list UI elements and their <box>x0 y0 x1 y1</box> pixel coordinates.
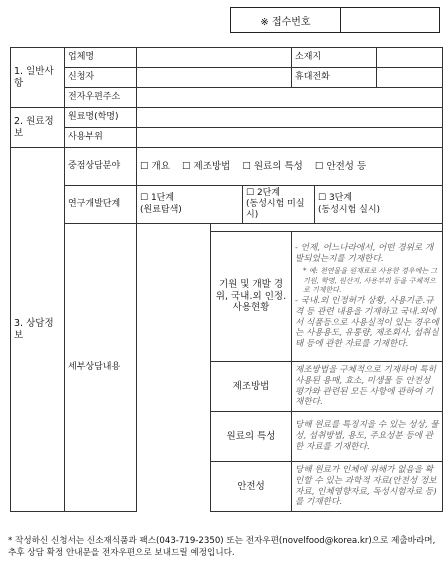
dev-stage-1[interactable]: ☐ 1단계 (원료탐색) <box>137 186 243 224</box>
applicant-field[interactable] <box>137 68 292 88</box>
detail-safety-title: 안전성 <box>211 462 292 512</box>
section-material: 2. 원료정보 <box>11 108 65 148</box>
detail-method-title: 제조방법 <box>211 362 292 412</box>
section-consult: 3. 상담정보 <box>11 148 65 512</box>
receipt-number-field[interactable] <box>341 8 439 32</box>
receipt-number-box <box>230 7 440 33</box>
material-name-field[interactable] <box>137 108 443 128</box>
material-part-field[interactable] <box>137 128 443 148</box>
focus-option-characteristics[interactable]: ☐ 원료의 특성 <box>242 160 303 172</box>
focus-option-overview[interactable]: ☐ 개요 <box>140 160 170 172</box>
company-name-field[interactable] <box>137 48 292 68</box>
consultation-form-table <box>10 47 443 512</box>
receipt-number-label: ※ 접수번호 <box>231 8 341 32</box>
applicant-label: 신청자 <box>65 68 137 88</box>
detail-gutter <box>137 224 211 512</box>
focus-option-safety[interactable]: ☐ 안전성 등 <box>314 160 367 172</box>
mobile-label: 휴대전화 <box>292 68 377 88</box>
material-part-label: 사용부위 <box>65 128 137 148</box>
detail-characteristics-desc[interactable]: 당해 원료를 특징지을 수 있는 성상, 물성, 섭취방법, 용도, 주요성분 등에 관한 자료를 기재한다. <box>292 412 443 462</box>
detail-safety-desc[interactable]: 당해 원료가 인체에 위해가 없음을 확인할 수 있는 과학적 자료(안전성 정보 자료, 인체영향자료, 독성시험자료 등)를 기재한다. <box>292 462 443 512</box>
detail-origin-title: 기원 및 개발 경위, 국내․외 인정․사용현황 <box>211 232 292 362</box>
detail-label: 세부상담내용 <box>65 224 137 512</box>
material-name-label: 원료명(학명) <box>65 108 137 128</box>
detail-characteristics-title: 원료의 특성 <box>211 412 292 462</box>
mobile-field[interactable] <box>377 68 443 88</box>
address-field[interactable] <box>377 48 443 68</box>
dev-stage-label: 연구개발단계 <box>65 186 137 224</box>
focus-area-options <box>137 148 443 186</box>
dev-stage-2[interactable]: ☐ 2단계 (동성시험 미실시) <box>243 186 315 224</box>
email-field[interactable] <box>137 88 443 108</box>
dev-stage-3[interactable]: ☐ 3단계 (동성시험 실시) <box>315 186 443 224</box>
company-name-label: 업체명 <box>65 48 137 68</box>
email-label: 전자우편주소 <box>65 88 137 108</box>
focus-area-label: 중점상담분야 <box>65 148 137 186</box>
footer-note: * 작성하신 신청서는 신소재식품과 팩스(043-719-2350) 또는 전자우편(novelfood@korea.kr)으로 제출바라며, 추후 상담 확정 안내문을 전자우편으로 보내드릴 예정입니다. <box>8 536 436 559</box>
detail-method-desc[interactable]: 제조방법을 구체적으로 기재하며 특히 사용된 용매, 효소, 미생물 등 안전성 평가와 관련된 모든 사항에 관하여 기재한다. <box>292 362 443 412</box>
detail-origin-desc[interactable]: - 언제, 어느나라에서, 어떤 경위로 개발되었는지를 기재한다. * 예: 천연물을 원재료로 사용한 경우에는 그 기원, 학명, 원산지, 사용부위 등을 구체적으로 기재한다. - 국내․외 인정허가 상황, 사용기준․규격 등 관련 내용을 기재하고 국내․외에서 식품등으로 사용실적이 있는 경우에는 사용용도, 유통량, 제조회사, 섭취실태 등에 관한 자료를 기재한다. <box>292 232 443 362</box>
section-general: 1. 일반사항 <box>11 48 65 108</box>
focus-option-method[interactable]: ☐ 제조방법 <box>182 160 231 172</box>
address-label: 소재지 <box>292 48 377 68</box>
